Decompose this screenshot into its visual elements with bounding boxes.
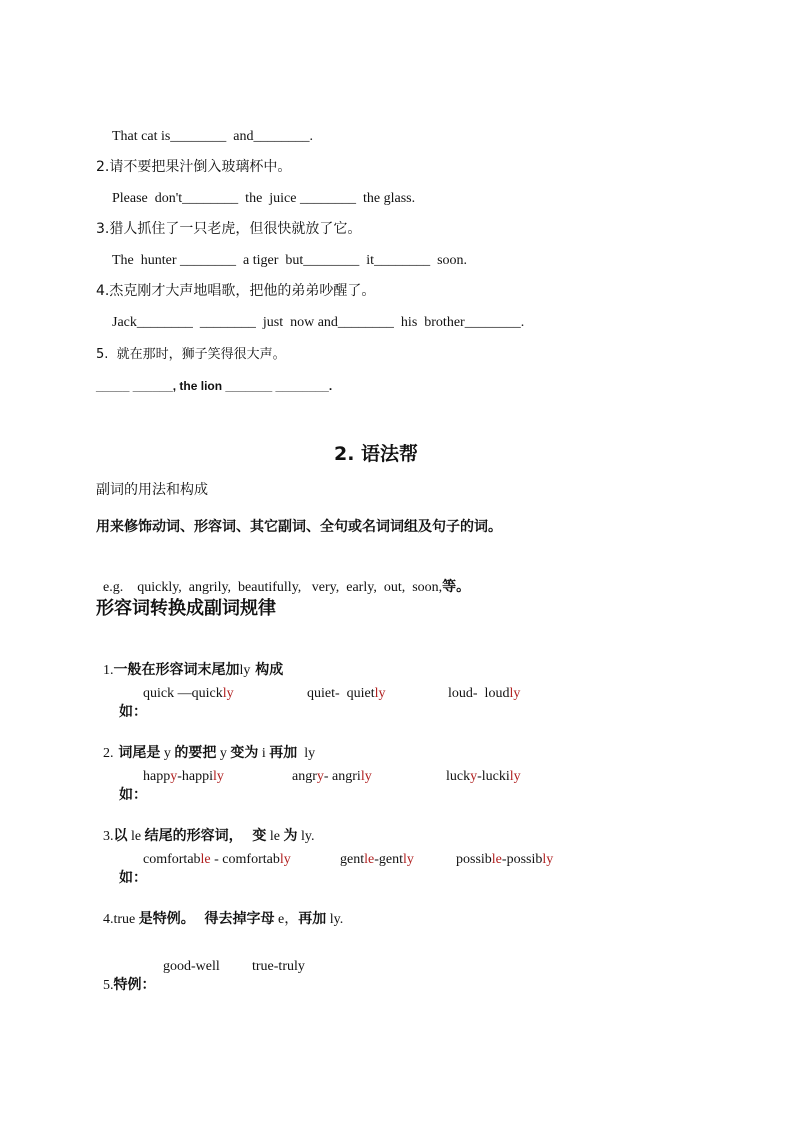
rule-1-label: 如： — [119, 704, 147, 720]
rules-heading: 形容词转换成副词规律 — [96, 598, 276, 619]
question-3-chinese: 3.猎人抓住了一只老虎，但很快就放了它。 — [96, 221, 362, 237]
rule-5-example-2: true-truly — [252, 959, 305, 974]
rule-1-number: 1. — [103, 663, 114, 678]
question-5-chinese: 5. 就在那时，狮子笑得很大声。 — [96, 347, 286, 362]
question-4-english: Jack________ ________ just now and________ his brother________. — [112, 315, 525, 330]
rule-3-example-3: possible-possibly — [456, 852, 554, 867]
rule-1-ly: ly — [239, 663, 251, 678]
rule-3-example-2: gentle-gently — [340, 852, 414, 867]
adverb-definition: 用来修饰动词、形容词、其它副词、全句或名词词组及句子的词。 — [96, 519, 502, 535]
rule-2-example-1: happy-happily — [143, 769, 224, 784]
rule-1-example-3: loud- loudly — [448, 686, 521, 701]
example-suffix: 等。 — [442, 579, 471, 595]
rule-3-label: 如： — [119, 870, 147, 886]
rule-2-example-3: lucky-luckily — [446, 769, 521, 784]
question-2-english: Please don't________ the juice ________ the glass. — [112, 191, 416, 206]
exercise-line-cat: That cat is________ and________. — [112, 129, 314, 144]
rule-5-example-1: good-well — [163, 959, 220, 974]
rule-1 — [96, 643, 283, 680]
rule-5: 5.特例： — [103, 977, 156, 993]
question-4-chinese: 4.杰克刚才大声地唱歌，把他的弟弟吵醒了。 — [96, 283, 376, 299]
example-words: quickly, angrily, beautifully, very, early, out, soon, — [137, 580, 443, 595]
question-2-chinese: 2.请不要把果汁倒入玻璃杯中。 — [96, 159, 292, 175]
question-3-english: The hunter ________ a tiger but________ it________ soon. — [112, 253, 468, 268]
rule-4: 4.true 是特例。 得去掉字母 e，再加 ly. — [103, 911, 344, 927]
rule-1-example-2: quiet- quietly — [307, 686, 386, 701]
rule-3-examples — [112, 851, 147, 888]
grammar-subtitle: 副词的用法和构成 — [96, 482, 208, 498]
rule-1-examples — [112, 685, 147, 722]
question-5-english: _____ ______, the lion _______ ________. — [96, 379, 333, 393]
rule-3-example-1: comfortable - comfortably — [143, 852, 291, 867]
rule-1-suffix: 构成 — [250, 662, 284, 678]
rule-2-example-2: angry- angrily — [292, 769, 372, 784]
rule-2: 2. 词尾是 y 的要把 y 变为 i 再加 ly — [103, 745, 316, 761]
example-prefix: e.g. — [103, 580, 124, 595]
example-line — [96, 560, 470, 597]
rule-2-examples — [112, 768, 147, 805]
rule-1-example-1: quick —quickly — [143, 686, 234, 701]
rule-3: 3.以 le 结尾的形容词， 变 le 为 ly. — [103, 828, 315, 844]
rule-2-label: 如： — [119, 787, 147, 803]
rule-1-text: 一般在形容词末尾加 — [113, 662, 240, 678]
section-title: 2. 语法帮 — [334, 443, 419, 465]
